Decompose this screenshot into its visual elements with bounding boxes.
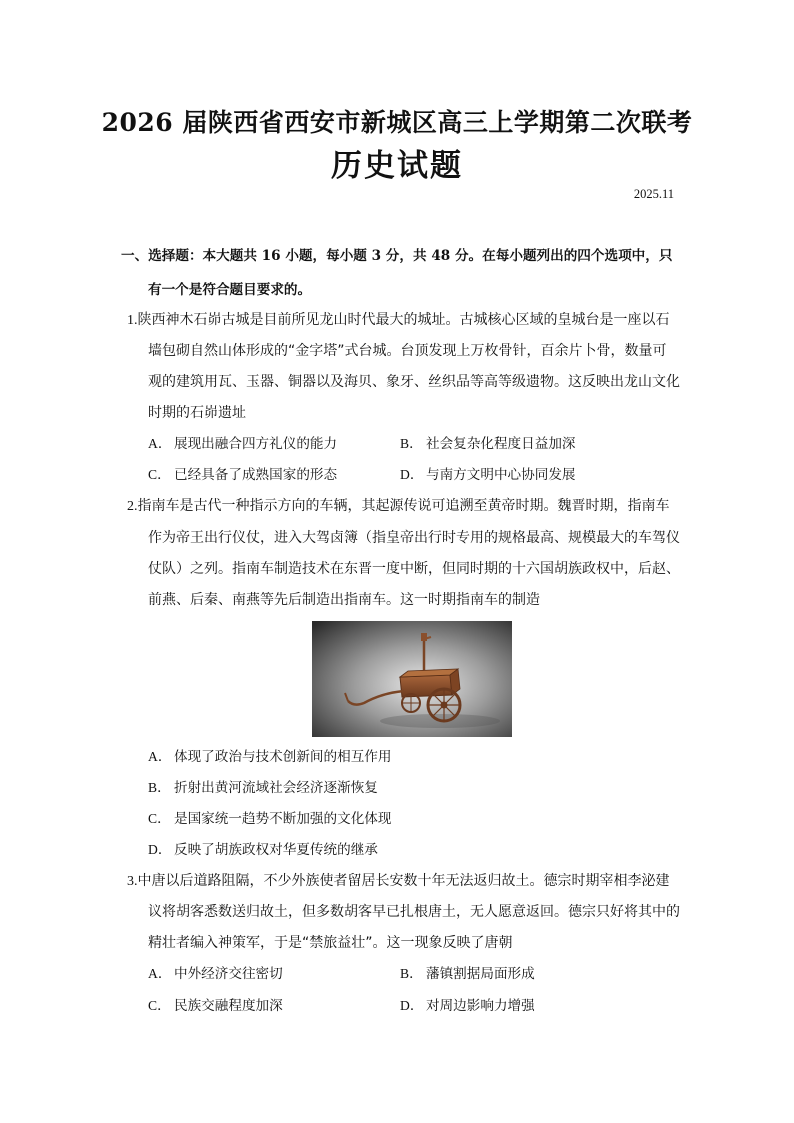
- question-2-stem-line: 作为帝王出行仪仗，进入大驾卤簿（指皇帝出行时专用的规格最高、规模最大的车驾仪: [148, 530, 680, 546]
- option-text: 反映了胡族政权对华夏传统的继承: [174, 842, 378, 858]
- question-1-stem-line: 1.陕西神木石峁古城是目前所见龙山时代最大的城址。古城核心区域的皇城台是一座以石: [127, 312, 670, 328]
- question-3-option-b[interactable]: [400, 964, 535, 984]
- question-3-option-c[interactable]: [148, 996, 283, 1016]
- section-instruction-line-1: 一、选择题：本大题共 16 小题，每小题 3 分，共 48 分。在每小题列出的四个选项中，只: [121, 248, 673, 264]
- option-text: 已经具备了成熟国家的形态: [174, 467, 338, 483]
- option-letter: C．: [148, 811, 171, 826]
- question-1-stem-line: 时期的石峁遗址: [148, 405, 246, 421]
- option-letter: A．: [148, 436, 172, 451]
- question-number: 3.: [127, 874, 138, 889]
- question-3-stem-line: 3.中唐以后道路阻隔，不少外族使者留居长安数十年无法返归故土。德宗时期宰相李泌建: [127, 873, 670, 889]
- question-2-option-d[interactable]: [148, 840, 378, 860]
- exam-title: 2026 届陕西省西安市新城区高三上学期第二次联考: [101, 108, 693, 137]
- option-text: 藩镇割据局面形成: [426, 966, 535, 982]
- exam-date: 2025.11: [633, 187, 674, 201]
- question-number: 1.: [127, 313, 138, 328]
- question-2-stem-line: 仗队）之列。指南车制造技术在东晋一度中断，但同时期的十六国胡族政权中，后赵、: [148, 561, 680, 577]
- question-1-option-d[interactable]: [400, 465, 576, 485]
- option-letter: A．: [148, 749, 172, 764]
- question-1-option-a[interactable]: [148, 434, 337, 454]
- option-text: 与南方文明中心协同发展: [426, 467, 576, 483]
- question-2-option-b[interactable]: [148, 778, 378, 798]
- question-2-stem-line: 2.指南车是古代一种指示方向的车辆，其起源传说可追溯至黄帝时期。魏晋时期，指南车: [127, 498, 670, 514]
- option-text: 社会复杂化程度日益加深: [426, 436, 576, 452]
- option-text: 折射出黄河流域社会经济逐渐恢复: [174, 780, 378, 796]
- question-2-stem-line: 前燕、后秦、南燕等先后制造出指南车。这一时期指南车的制造: [148, 592, 540, 608]
- question-1-stem-line: 观的建筑用瓦、玉器、铜器以及海贝、象牙、丝织品等高等级遗物。这反映出龙山文化: [148, 374, 680, 390]
- subject-title: 历史试题: [331, 148, 463, 184]
- option-text: 对周边影响力增强: [426, 998, 535, 1014]
- option-letter: C．: [148, 998, 171, 1013]
- option-letter: B．: [400, 966, 423, 981]
- question-3-option-d[interactable]: [400, 996, 535, 1016]
- option-letter: A．: [148, 966, 172, 981]
- option-text: 体现了政治与技术创新间的相互作用: [174, 749, 392, 765]
- question-2-option-c[interactable]: [148, 809, 392, 829]
- option-text: 民族交融程度加深: [174, 998, 283, 1014]
- option-text: 展现出融合四方礼仪的能力: [174, 436, 338, 452]
- question-1-stem-line: 墙包砌自然山体形成的“金字塔”式台城。台顶发现上万枚骨针，百余片卜骨，数量可: [148, 343, 667, 359]
- option-text: 中外经济交往密切: [174, 966, 283, 982]
- option-letter: B．: [400, 436, 423, 451]
- question-number: 2.: [127, 499, 138, 514]
- south-pointing-chariot-photo: [312, 621, 512, 737]
- option-letter: C．: [148, 467, 171, 482]
- question-2-option-a[interactable]: [148, 747, 392, 767]
- option-letter: D．: [148, 842, 172, 857]
- section-instruction-line-2: 有一个是符合题目要求的。: [148, 282, 312, 298]
- question-3-stem-line: 精壮者编入神策军，于是“禁旅益壮”。这一现象反映了唐朝: [148, 935, 513, 951]
- question-3-option-a[interactable]: [148, 964, 283, 984]
- question-1-option-c[interactable]: [148, 465, 337, 485]
- option-letter: B．: [148, 780, 171, 795]
- option-text: 是国家统一趋势不断加强的文化体现: [174, 811, 392, 827]
- option-letter: D．: [400, 998, 424, 1013]
- question-1-option-b[interactable]: [400, 434, 576, 454]
- option-letter: D．: [400, 467, 424, 482]
- question-3-stem-line: 议将胡客悉数送归故土，但多数胡客早已扎根唐土，无人愿意返回。德宗只好将其中的: [148, 904, 680, 920]
